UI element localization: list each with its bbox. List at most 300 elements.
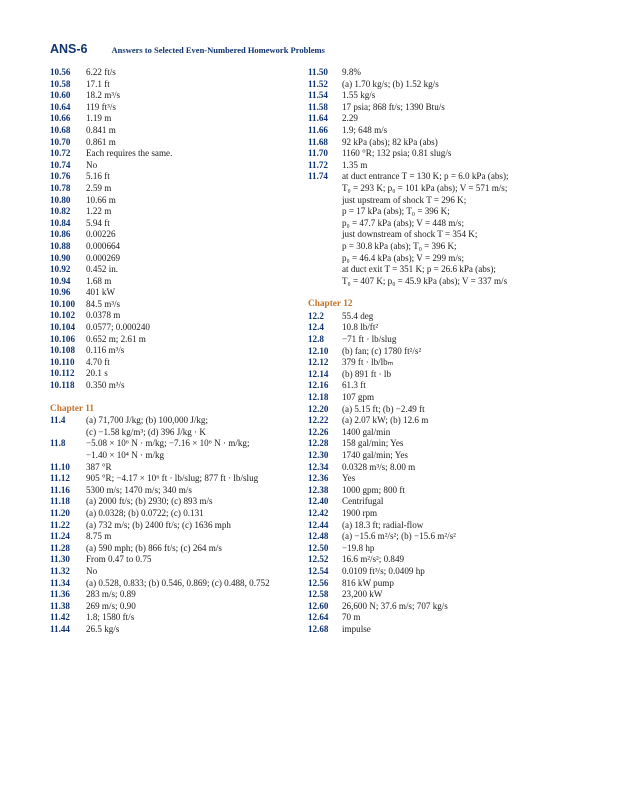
problem-number: 12.50 [308, 542, 329, 553]
answer-line: 158 gal/min; Yes [342, 438, 404, 449]
problem-number: 12.22 [308, 415, 329, 426]
answer-row [50, 624, 300, 636]
answer-line: (b) 891 ft · lb [342, 368, 391, 379]
answer-row [50, 67, 300, 79]
answer-text [86, 415, 300, 438]
problem-number: 10.96 [50, 287, 71, 298]
answer-row [50, 160, 300, 172]
answer-row [50, 322, 300, 334]
answer-text [342, 427, 568, 439]
answer-row [308, 415, 568, 427]
answer-text [86, 624, 300, 636]
answer-row [308, 346, 568, 358]
answer-text [342, 380, 568, 392]
answer-text [86, 229, 300, 241]
problem-number: 12.34 [308, 461, 329, 472]
answer-text [342, 415, 568, 427]
answer-row [50, 171, 300, 183]
problem-number: 12.20 [308, 403, 329, 414]
answer-text [342, 438, 568, 450]
answer-row [50, 520, 300, 532]
answer-row [50, 183, 300, 195]
answer-row [50, 415, 300, 438]
answer-text [342, 160, 568, 172]
answer-text [86, 531, 300, 543]
answer-line: 5.94 ft [86, 217, 110, 228]
answer-text [342, 496, 568, 508]
answer-row [50, 137, 300, 149]
answer-row [308, 311, 568, 323]
answer-line: p = 30.8 kPa (abs); T₀ = 396 K; [342, 240, 457, 251]
answer-row [50, 589, 300, 601]
problem-number: 11.8 [50, 438, 66, 449]
problem-number: 12.54 [308, 565, 329, 576]
answer-row [50, 508, 300, 520]
answer-line: 0.0328 m³/s; 8.00 m [342, 461, 416, 472]
problem-number: 12.28 [308, 438, 329, 449]
problem-number: 12.36 [308, 473, 329, 484]
answer-text [86, 160, 300, 172]
answer-line: 61.3 ft [342, 380, 366, 391]
answer-line: 26,600 N; 37.6 m/s; 707 kg/s [342, 600, 448, 611]
problem-number: 10.100 [50, 298, 76, 309]
answer-row [50, 125, 300, 137]
answer-row [308, 554, 568, 566]
answer-row [308, 624, 568, 636]
answer-line: −19.8 hp [342, 542, 375, 553]
answer-row [308, 589, 568, 601]
answer-line: −5.08 × 10⁶ N · m/kg; −7.16 × 10⁶ N · m/kg; [86, 438, 250, 449]
right-answer-column [308, 67, 568, 636]
page-label: ANS-6 [50, 42, 88, 56]
answer-text [342, 578, 568, 590]
answer-line: at duct entrance T = 130 K; p = 6.0 kPa (abs); [342, 171, 509, 182]
answer-line: No [86, 565, 98, 576]
answer-text [86, 206, 300, 218]
problem-number: 10.74 [50, 159, 71, 170]
answer-row [50, 357, 300, 369]
answer-line: Yes [342, 473, 356, 484]
answer-text [86, 113, 300, 125]
problem-number: 11.28 [50, 542, 70, 553]
problem-number: 10.70 [50, 136, 71, 147]
answer-row [308, 612, 568, 624]
answer-line: 0.0109 ft³/s; 0.0409 hp [342, 565, 425, 576]
answer-text [86, 508, 300, 520]
answer-row [50, 218, 300, 230]
problem-number: 12.64 [308, 612, 329, 623]
answer-row [308, 334, 568, 346]
problem-number: 11.58 [308, 101, 328, 112]
answer-line: 816 kW pump [342, 577, 394, 588]
answer-row [50, 485, 300, 497]
answer-line: 1740 gal/min; Yes [342, 450, 408, 460]
chapter-heading: Chapter 11 [50, 403, 94, 414]
answer-line: 10.8 lb/ft² [342, 322, 379, 333]
problem-number: 10.104 [50, 322, 76, 333]
answer-text [86, 67, 300, 79]
problem-number: 12.58 [308, 589, 329, 600]
answer-text [342, 113, 568, 125]
answer-row [308, 113, 568, 125]
problem-number: 12.52 [308, 554, 329, 565]
answer-text [342, 67, 568, 79]
answer-row [308, 125, 568, 137]
problem-number: 10.84 [50, 217, 71, 228]
answer-row [50, 345, 300, 357]
answer-line: 2.29 [342, 113, 358, 124]
answer-line: just upstream of shock T = 296 K; [342, 194, 467, 205]
answer-line: 92 kPa (abs); 82 kPa (abs) [342, 136, 438, 147]
answer-text [342, 531, 568, 543]
answer-text [342, 311, 568, 323]
answer-text [86, 334, 300, 346]
answer-line: 1.55 kg/s [342, 90, 376, 101]
answer-row [50, 299, 300, 311]
answer-text [86, 264, 300, 276]
answer-text [86, 90, 300, 102]
answer-text [86, 79, 300, 91]
answer-row [50, 310, 300, 322]
answer-text [342, 601, 568, 613]
answer-row [308, 160, 568, 172]
answer-text [86, 438, 300, 461]
answer-row [50, 148, 300, 160]
problem-number: 11.10 [50, 461, 70, 472]
answer-text [86, 322, 300, 334]
problem-number: 11.20 [50, 507, 70, 518]
answer-text [86, 253, 300, 265]
answer-row [50, 473, 300, 485]
answer-text [342, 508, 568, 520]
answer-text [86, 195, 300, 207]
answer-text [342, 357, 568, 369]
answer-line: (a) 0.528, 0.833; (b) 0.546, 0.869; (c) 0.488, 0.752 [86, 577, 270, 588]
answer-text [86, 612, 300, 624]
problem-number: 10.58 [50, 78, 71, 89]
problem-number: 11.16 [50, 484, 70, 495]
answer-text [342, 612, 568, 624]
answer-line: 107 gpm [342, 392, 375, 403]
answer-row [308, 450, 568, 462]
answer-row [308, 357, 568, 369]
answer-line: 0.350 m³/s [86, 380, 125, 391]
answer-text [86, 485, 300, 497]
answer-line: (a) 732 m/s; (b) 2400 ft/s; (c) 1636 mph [86, 519, 231, 530]
problem-number: 11.52 [308, 78, 328, 89]
answer-line: (a) 0.0328; (b) 0.0722; (c) 0.131 [86, 507, 204, 518]
page-header [50, 42, 325, 56]
answer-text [342, 90, 568, 102]
answer-line: p₀ = 46.4 kPa (abs); V = 299 m/s; [342, 252, 464, 263]
answer-line: (a) 18.3 ft; radial-flow [342, 519, 424, 530]
answer-row [308, 601, 568, 613]
answer-row [308, 438, 568, 450]
answer-line: (a) 5.15 ft; (b) −2.49 ft [342, 403, 425, 414]
problem-number: 10.88 [50, 240, 71, 251]
answer-line: 387 °R [86, 461, 112, 472]
answer-text [86, 380, 300, 392]
answer-text [342, 125, 568, 137]
problem-number: 12.10 [308, 345, 329, 356]
answer-text [342, 554, 568, 566]
answer-text [86, 299, 300, 311]
answer-line: (a) 1.70 kg/s; (b) 1.52 kg/s [342, 78, 439, 89]
answer-text [86, 543, 300, 555]
answer-row [50, 102, 300, 114]
answer-row [50, 90, 300, 102]
answer-text [86, 171, 300, 183]
answer-row [308, 566, 568, 578]
answer-line: Centrifugal [342, 496, 384, 507]
problem-number: 12.40 [308, 496, 329, 507]
answer-text [86, 183, 300, 195]
problem-number: 11.64 [308, 113, 328, 124]
problem-number: 12.26 [308, 426, 329, 437]
problem-number: 10.106 [50, 333, 76, 344]
answer-line: p = 17 kPa (abs); T₀ = 396 K; [342, 206, 450, 217]
answer-row [308, 322, 568, 334]
answer-line: (a) −15.6 m²/s²; (b) −15.6 m²/s² [342, 531, 456, 542]
answer-text [342, 566, 568, 578]
problem-number: 11.68 [308, 136, 328, 147]
answer-text [342, 485, 568, 497]
problem-number: 11.74 [308, 171, 328, 182]
problem-number: 12.4 [308, 322, 324, 333]
answer-text [86, 287, 300, 299]
answer-row [50, 578, 300, 590]
answer-line: 10.66 m [86, 194, 116, 205]
answer-line: 4.70 ft [86, 356, 110, 367]
answer-text [342, 369, 568, 381]
answer-line: (a) 590 mph; (b) 866 ft/s; (c) 264 m/s [86, 542, 222, 553]
problem-number: 12.14 [308, 368, 329, 379]
answer-line: 0.841 m [86, 124, 116, 135]
answer-line: 1.35 m [342, 159, 368, 170]
answer-row [308, 404, 568, 416]
answer-text [86, 520, 300, 532]
answer-line: (a) 2.07 kW; (b) 12.6 m [342, 415, 429, 426]
problem-number: 10.94 [50, 275, 71, 286]
answer-row [50, 113, 300, 125]
answer-row [308, 148, 568, 160]
problem-number: 10.64 [50, 101, 71, 112]
problem-number: 12.42 [308, 507, 329, 518]
problem-number: 11.44 [50, 623, 70, 634]
answer-line: 70 m [342, 612, 361, 623]
problem-number: 11.54 [308, 90, 328, 101]
problem-number: 10.90 [50, 252, 71, 263]
answer-line: 0.861 m [86, 136, 116, 147]
answer-line: (c) −1.58 kg/m³; (d) 396 J/kg · K [86, 426, 206, 437]
answer-line: 2.59 m [86, 182, 112, 193]
answer-text [86, 601, 300, 613]
problem-number: 10.78 [50, 182, 71, 193]
problem-number: 12.60 [308, 600, 329, 611]
answer-row [50, 462, 300, 474]
answer-text [86, 589, 300, 601]
answer-line: T₀ = 407 K; p₀ = 45.9 kPa (abs); V = 337 m/s [342, 275, 508, 286]
answer-line: 0.00226 [86, 229, 116, 240]
answer-row [308, 67, 568, 79]
answer-text [86, 496, 300, 508]
answer-row [50, 79, 300, 91]
answer-row [50, 287, 300, 299]
answer-line: (a) 71,700 J/kg; (b) 100,000 J/kg; [86, 415, 208, 426]
answer-text [86, 218, 300, 230]
problem-number: 12.44 [308, 519, 329, 530]
answer-line: just downstream of shock T = 354 K; [342, 229, 478, 240]
answer-line: 1.19 m [86, 113, 112, 124]
answer-row [50, 531, 300, 543]
answer-text [342, 322, 568, 334]
answer-line: 0.452 in. [86, 264, 119, 275]
answer-text [86, 137, 300, 149]
answer-line: 0.000269 [86, 252, 121, 263]
answer-row [50, 241, 300, 253]
problem-number: 10.76 [50, 171, 71, 182]
problem-number: 12.16 [308, 380, 329, 391]
problem-number: 10.68 [50, 124, 71, 135]
answer-row [308, 102, 568, 114]
answer-text [86, 554, 300, 566]
answer-row [308, 90, 568, 102]
answer-row [308, 171, 568, 287]
problem-number: 10.110 [50, 356, 75, 367]
answer-line: 8.75 m [86, 531, 112, 542]
problem-number: 11.34 [50, 577, 70, 588]
answer-row [50, 543, 300, 555]
answer-line: 5300 m/s; 1470 m/s; 340 m/s [86, 484, 192, 495]
problem-number: 12.48 [308, 531, 329, 542]
problem-number: 11.50 [308, 67, 328, 77]
problem-number: 12.8 [308, 334, 324, 345]
answer-row [308, 520, 568, 532]
answer-row [50, 380, 300, 392]
problem-number: 11.12 [50, 473, 70, 484]
answer-text [86, 578, 300, 590]
problem-number: 11.70 [308, 148, 328, 159]
answer-text [342, 334, 568, 346]
answer-text [342, 148, 568, 160]
problem-number: 12.2 [308, 310, 324, 321]
answer-row [308, 79, 568, 91]
answer-line: p₀ = 47.7 kPa (abs); V = 448 m/s; [342, 217, 464, 228]
answer-row [50, 206, 300, 218]
left-answer-column [50, 67, 300, 636]
answer-text [86, 473, 300, 485]
answer-line: 1.9; 648 m/s [342, 124, 388, 135]
answer-text [86, 368, 300, 380]
problem-number: 11.72 [308, 159, 328, 170]
answer-text [342, 543, 568, 555]
problem-number: 12.18 [308, 392, 329, 403]
answer-row [308, 392, 568, 404]
answer-row [50, 612, 300, 624]
answer-line: 5.16 ft [86, 171, 110, 182]
answer-line: 18.2 m³/s [86, 90, 121, 101]
answer-row [50, 253, 300, 265]
answer-line: 1400 gal/min [342, 426, 391, 437]
answer-text [342, 79, 568, 91]
answer-text [86, 276, 300, 288]
answer-line: 283 m/s; 0.89 [86, 589, 136, 600]
problem-number: 12.38 [308, 484, 329, 495]
answer-row [308, 427, 568, 439]
answer-line: 9.8% [342, 67, 361, 77]
answer-row [50, 264, 300, 276]
answer-text [342, 462, 568, 474]
answer-row [50, 368, 300, 380]
problem-number: 10.80 [50, 194, 71, 205]
answer-line: 0.652 m; 2.61 m [86, 333, 146, 344]
answer-line: 84.5 m³/s [86, 298, 121, 309]
answer-line: impulse [342, 623, 371, 634]
answer-row [308, 508, 568, 520]
answer-row [50, 229, 300, 241]
problem-number: 11.66 [308, 124, 328, 135]
problem-number: 11.4 [50, 415, 66, 426]
answer-row [308, 462, 568, 474]
answer-row [50, 554, 300, 566]
answer-line: 26.5 kg/s [86, 623, 120, 634]
answer-line: 379 ft · lb/lbₘ [342, 357, 394, 368]
answer-line: (a) 2000 ft/s; (b) 2930; (c) 893 m/s [86, 496, 213, 507]
answer-row [308, 473, 568, 485]
answer-text [86, 357, 300, 369]
answer-text [342, 404, 568, 416]
answer-line: 23,200 kW [342, 589, 383, 600]
answer-line: (b) fan; (c) 1780 ft²/s² [342, 345, 422, 356]
answer-row [50, 496, 300, 508]
answer-text [342, 473, 568, 485]
problem-number: 12.68 [308, 623, 329, 634]
answer-text [86, 125, 300, 137]
answer-line: No [86, 159, 98, 170]
answer-row [50, 276, 300, 288]
answer-row [50, 334, 300, 346]
problem-number: 10.102 [50, 310, 76, 321]
answer-text [86, 102, 300, 114]
answer-line: 16.6 m²/s²; 0.849 [342, 554, 405, 565]
answer-line: 0.0577; 0.000240 [86, 322, 150, 333]
answer-line: 1.8; 1580 ft/s [86, 612, 135, 623]
problem-number: 10.82 [50, 206, 71, 217]
answer-row [50, 601, 300, 613]
answer-line: 0.000664 [86, 240, 121, 251]
answer-line: T₀ = 293 K; p₀ = 101 kPa (abs); V = 571 m/s; [342, 182, 508, 193]
answer-line: 905 °R; −4.17 × 10⁶ ft · lb/slug; 877 ft · lb/slug [86, 473, 259, 484]
answer-line: 1.22 m [86, 206, 112, 217]
answer-line: 1000 gpm; 800 ft [342, 484, 405, 495]
problem-number: 10.60 [50, 90, 71, 101]
answer-line: 17.1 ft [86, 78, 110, 89]
problem-number: 10.72 [50, 148, 71, 159]
answer-text [342, 624, 568, 636]
chapter-heading: Chapter 12 [308, 299, 353, 310]
answer-text [342, 171, 568, 287]
problem-number: 10.86 [50, 229, 71, 240]
answer-row [50, 566, 300, 578]
answer-line: 55.4 deg [342, 310, 374, 321]
problem-number: 10.108 [50, 345, 76, 356]
answer-line: 20.1 s [86, 368, 108, 379]
answer-line: at duct exit T = 351 K; p = 26.6 kPa (abs); [342, 264, 496, 275]
answer-text [86, 345, 300, 357]
problem-number: 10.118 [50, 380, 75, 391]
answer-text [342, 520, 568, 532]
answer-line: 17 psia; 868 ft/s; 1390 Btu/s [342, 101, 445, 112]
